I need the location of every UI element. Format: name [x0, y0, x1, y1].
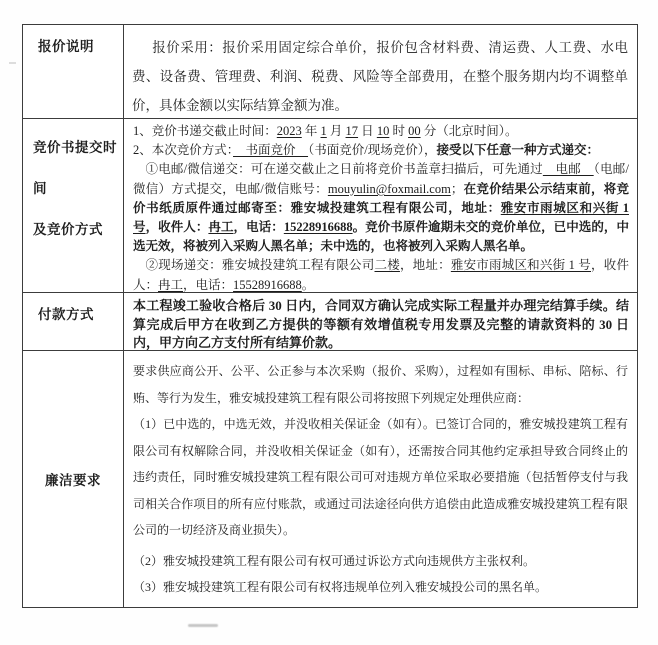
text-segment: 时	[389, 124, 409, 138]
text-segment: 10	[376, 124, 390, 138]
text-segment: 2023	[276, 124, 302, 138]
text-segment: 冉工	[158, 277, 184, 292]
text-segment: mouyulin@foxmail.com	[327, 181, 451, 196]
text-segment: 1、竞价书递交截止时间：	[133, 124, 277, 138]
row-label-payment-terms	[23, 293, 124, 350]
row-label-text: 付款方式	[38, 307, 94, 322]
text-segment: 雅安市雨城区和兴街 1 号	[133, 200, 629, 235]
row-content-integrity-requirements	[124, 351, 637, 607]
table-row-quotation-note	[23, 25, 637, 118]
row-content-payment-terms	[124, 293, 637, 350]
text-segment: 年	[301, 124, 321, 138]
paragraph	[133, 411, 628, 544]
paragraph	[132, 33, 628, 118]
text-segment: ②现场递交：雅安城投建筑工程有限公司	[145, 258, 375, 273]
paragraph	[133, 256, 629, 292]
row-label-text: 及竞价方式	[33, 222, 103, 237]
text-segment: ，收件人：	[133, 258, 629, 292]
text-segment: 接受以下任意一种方式递交：	[436, 143, 600, 158]
row-label-text: 竞价书提交时间	[33, 140, 117, 196]
row-label-text: 报价说明	[38, 39, 94, 54]
text-segment: 15528916688	[233, 277, 302, 292]
text-segment: 17	[345, 124, 359, 138]
text-segment: ，收件人：	[145, 220, 209, 235]
procurement-terms-table	[22, 24, 638, 608]
text-segment: 分（北京时间）。	[420, 124, 518, 138]
text-segment: （2）雅安城投建筑工程有限公司有权可通过诉讼方式向违规供方主张权利。	[133, 553, 536, 568]
paragraph	[133, 122, 629, 141]
text-segment: ；	[450, 181, 464, 196]
table-row-payment-terms	[23, 292, 637, 350]
text-segment: 日	[358, 124, 377, 138]
text-segment: 报价采用：报价采用固定综合单价，报价包含材料费、清运费、人工费、水电费、设备费、管理费、利润、税费、风险等全部费用，在整个服务期内均不调整单价，具体金额以实际结算金额为准。	[132, 40, 628, 113]
text-segment: ，电话：	[233, 220, 284, 235]
row-label-quotation-note	[23, 25, 124, 118]
text-segment: 00	[408, 124, 421, 138]
row-content-quotation-note	[124, 25, 637, 118]
row-label-integrity-requirements	[23, 351, 124, 607]
text-segment: 月	[326, 124, 346, 138]
row-content-bid-submission	[124, 119, 637, 292]
text-segment: （书面竞价/现场竞价），	[308, 143, 437, 158]
text-segment: 二楼	[374, 258, 400, 273]
table-row-integrity-requirements	[23, 350, 637, 607]
text-segment: （3）雅安城投建筑工程有限公司有权将违规单位列入雅安城投公司的黑名单。	[133, 580, 548, 594]
row-label-text: 廉洁要求	[45, 473, 101, 488]
text-segment: 要求供应商公开、公平、公正参与本次采购（报价、采购），过程如有围标、串标、陪标、行贿、等行为发生，雅安城投建筑工程有限公司将按照下列规定处理供应商：	[133, 364, 628, 405]
text-segment: （1）已中选的，中选无效，并没收相关保证金（如有）。已签订合同的，雅安城投建筑工程有限公司有权解除合同，并没收相关保证金（如有），还需按合同其他约定承担导致合同终止的违约责任，同时雅安城投建筑工程有限公司可对违规方单位采取必要措施（包括暂停支付与我司相关合作项目的所有应付账款，或通过司法途径向供方追偿由此造成雅安城投建筑工程有限公司的一切经济及商业损失）。	[133, 417, 628, 537]
text-segment: ，电话：	[183, 277, 234, 292]
text-segment: 电邮	[542, 162, 594, 177]
text-segment: 雅安市雨城区和兴街 1 号	[450, 258, 592, 273]
scan-speck-mark	[9, 62, 16, 64]
text-segment: 书面竞价	[233, 143, 309, 158]
paragraph	[133, 160, 629, 256]
text-segment: 本工程竣工验收合格后 30 日内，合同双方确认完成实际工程量并办理完结算手续。结算完成后甲方在收到乙方提供的等额有效增值税专用发票及完整的请款资料的 30 日内，甲方向乙方支付所有结算价款。	[133, 298, 629, 350]
text-segment: 。	[301, 277, 315, 292]
paragraph	[133, 548, 628, 575]
text-segment: ，地址：	[399, 258, 451, 273]
text-segment: 2、本次竞价方式：	[133, 143, 234, 158]
row-label-bid-submission	[23, 119, 124, 292]
paragraph	[133, 297, 629, 350]
text-segment: 冉工	[208, 220, 234, 235]
text-segment: 在竞价结果公示结束前，将竞价书纸质原件通过邮寄至：雅安城投建筑工程有限公司，地址：	[133, 181, 629, 215]
text-segment: 15228916688	[283, 220, 353, 235]
text-segment: （电邮/微信）方式提交，电邮/微信账号：	[133, 162, 629, 196]
paragraph	[133, 358, 628, 411]
paragraph	[133, 574, 628, 601]
text-segment: ①电邮/微信递交：可在递交截止之日前将竞价书盖章扫描后，可先通过	[145, 162, 543, 177]
scan-smudge-mark	[188, 624, 218, 627]
text-segment: 1	[320, 124, 327, 138]
table-row-bid-submission	[23, 118, 637, 292]
text-segment: 。竞价书原件逾期未交的竞价单位，已中选的，中选无效，将被列入采购人黑名单；未中选的，也将被列入采购人黑名单。	[133, 220, 629, 254]
paragraph	[133, 141, 629, 160]
